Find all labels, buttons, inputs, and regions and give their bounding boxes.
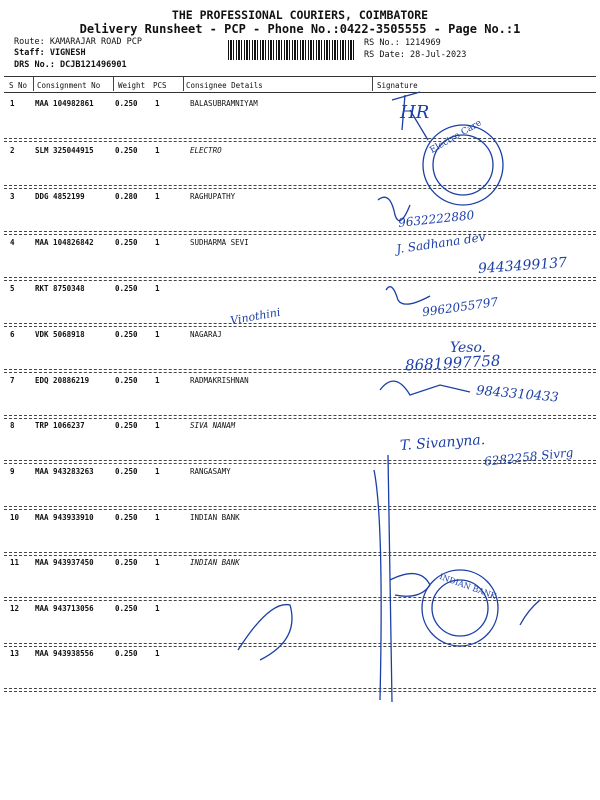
handwritten-phone: 9962055797 (421, 294, 499, 320)
row-consignee: INDIAN BANK (190, 558, 240, 567)
row-weight: 0.250 (115, 99, 138, 108)
row-pcs: 1 (155, 421, 160, 430)
col-header-consignment: Consignment No (37, 81, 101, 90)
handwritten-phone: 9443499137 (477, 254, 568, 278)
row-pcs: 1 (155, 513, 160, 522)
row-consignment-no: TRP 1066237 (35, 421, 85, 430)
row-sno: 10 (10, 513, 20, 522)
row-sno: 7 (10, 376, 15, 385)
row-consignment-no: MAA 943937450 (35, 558, 94, 567)
row-consignee: INDIAN BANK (190, 513, 240, 522)
stamp-text-electro: Electro Care (428, 118, 484, 156)
signature-stroke (386, 287, 430, 305)
col-header-pcs: PCS (153, 81, 167, 90)
col-header-sno: S No (9, 81, 28, 90)
col-header-weight: Weight (118, 81, 146, 90)
row-consignment-no: MAA 943933910 (35, 513, 94, 522)
row-sno: 5 (10, 284, 15, 293)
row-pcs: 1 (155, 649, 160, 658)
stamp-text-bank: INDIAN BANK (438, 572, 498, 601)
row-weight: 0.250 (115, 330, 138, 339)
row-sno: 3 (10, 192, 15, 201)
row-consignee: RADMAKRISHNAN (190, 376, 249, 385)
row-pcs: 1 (155, 284, 160, 293)
row-pcs: 1 (155, 99, 160, 108)
row-consignment-no: RKT 8750348 (35, 284, 85, 293)
row-weight: 0.280 (115, 192, 138, 201)
signature-stroke (390, 574, 430, 597)
handwritten-name: J. Sadhana dev (395, 229, 487, 257)
row-pcs: 1 (155, 330, 160, 339)
col-header-consignee: Consignee Details (186, 81, 263, 90)
row-consignment-no: MAA 104826842 (35, 238, 94, 247)
row-sno: 12 (10, 604, 20, 613)
handwritten-phone: 9632222880 (397, 208, 475, 230)
ink-line (374, 455, 392, 702)
row-pcs: 1 (155, 467, 160, 476)
row-weight: 0.250 (115, 513, 138, 522)
row-pcs: 1 (155, 192, 160, 201)
drs-label: DRS No.: DCJB121496901 (14, 60, 127, 70)
row-consignment-no: MAA 943713056 (35, 604, 94, 613)
row-consignee: SIVA NANAM (190, 421, 236, 430)
rs-date: RS Date: 28-Jul-2023 (364, 50, 467, 60)
row-consignment-no: MAA 943938556 (35, 649, 94, 658)
handwritten-name: T. Sivanyna. (399, 432, 486, 454)
row-consignee: ELECTRO (190, 146, 222, 155)
handwritten-name: Yeso. (450, 340, 487, 356)
handwritten-initials: HR (400, 102, 430, 123)
signature-stroke (380, 381, 470, 395)
row-consignment-no: EDQ 20886219 (35, 376, 90, 385)
row-sno: 9 (10, 467, 15, 476)
signature-stroke (238, 605, 292, 660)
staff-label: Staff: VIGNESH (14, 48, 86, 58)
row-weight: 0.250 (115, 376, 138, 385)
row-sno: 11 (10, 558, 20, 567)
row-sno: 2 (10, 146, 15, 155)
row-consignment-no: DDG 4852199 (35, 192, 85, 201)
row-consignee: RANGASAMY (190, 467, 231, 476)
rs-number: RS No.: 1214969 (364, 38, 441, 48)
row-consignee: SUDHARMA SEVI (190, 238, 249, 247)
ink-mark (520, 600, 540, 625)
row-consignee: NAGARAJ (190, 330, 222, 339)
handwritten-name: Vinothini (229, 305, 282, 328)
row-consignee: RAGHUPATHY (190, 192, 236, 201)
row-consignment-no: SLM 325044915 (35, 146, 94, 155)
row-weight: 0.250 (115, 467, 138, 476)
row-consignment-no: MAA 104982861 (35, 99, 94, 108)
row-pcs: 1 (155, 604, 160, 613)
handwritten-phone: 8681997758 (404, 351, 501, 375)
row-sno: 6 (10, 330, 15, 339)
handwritten-phone: 6282258 Sivrg (483, 445, 575, 469)
handwritten-phone: 9843310433 (475, 383, 560, 406)
row-consignee: BALASUBRAMNIYAM (190, 99, 258, 108)
row-weight: 0.250 (115, 558, 138, 567)
row-sno: 13 (10, 649, 20, 658)
row-weight: 0.250 (115, 421, 138, 430)
row-sno: 8 (10, 421, 15, 430)
row-pcs: 1 (155, 376, 160, 385)
row-weight: 0.250 (115, 284, 138, 293)
row-weight: 0.250 (115, 238, 138, 247)
row-pcs: 1 (155, 146, 160, 155)
runsheet-subtitle: Delivery Runsheet - PCP - Phone No.:0422-3505555 - Page No.:1 (79, 22, 521, 36)
company-title: THE PROFESSIONAL COURIERS, COIMBATORE (171, 8, 429, 22)
route-label: Route: KAMARAJAR ROAD PCP (14, 37, 142, 47)
row-sno: 1 (10, 99, 15, 108)
row-pcs: 1 (155, 558, 160, 567)
row-consignment-no: VDK 5068918 (35, 330, 85, 339)
row-sno: 4 (10, 238, 15, 247)
row-pcs: 1 (155, 238, 160, 247)
row-weight: 0.250 (115, 649, 138, 658)
row-consignment-no: MAA 943283263 (35, 467, 94, 476)
row-weight: 0.250 (115, 604, 138, 613)
row-weight: 0.250 (115, 146, 138, 155)
col-header-signature: Signature (377, 81, 418, 90)
